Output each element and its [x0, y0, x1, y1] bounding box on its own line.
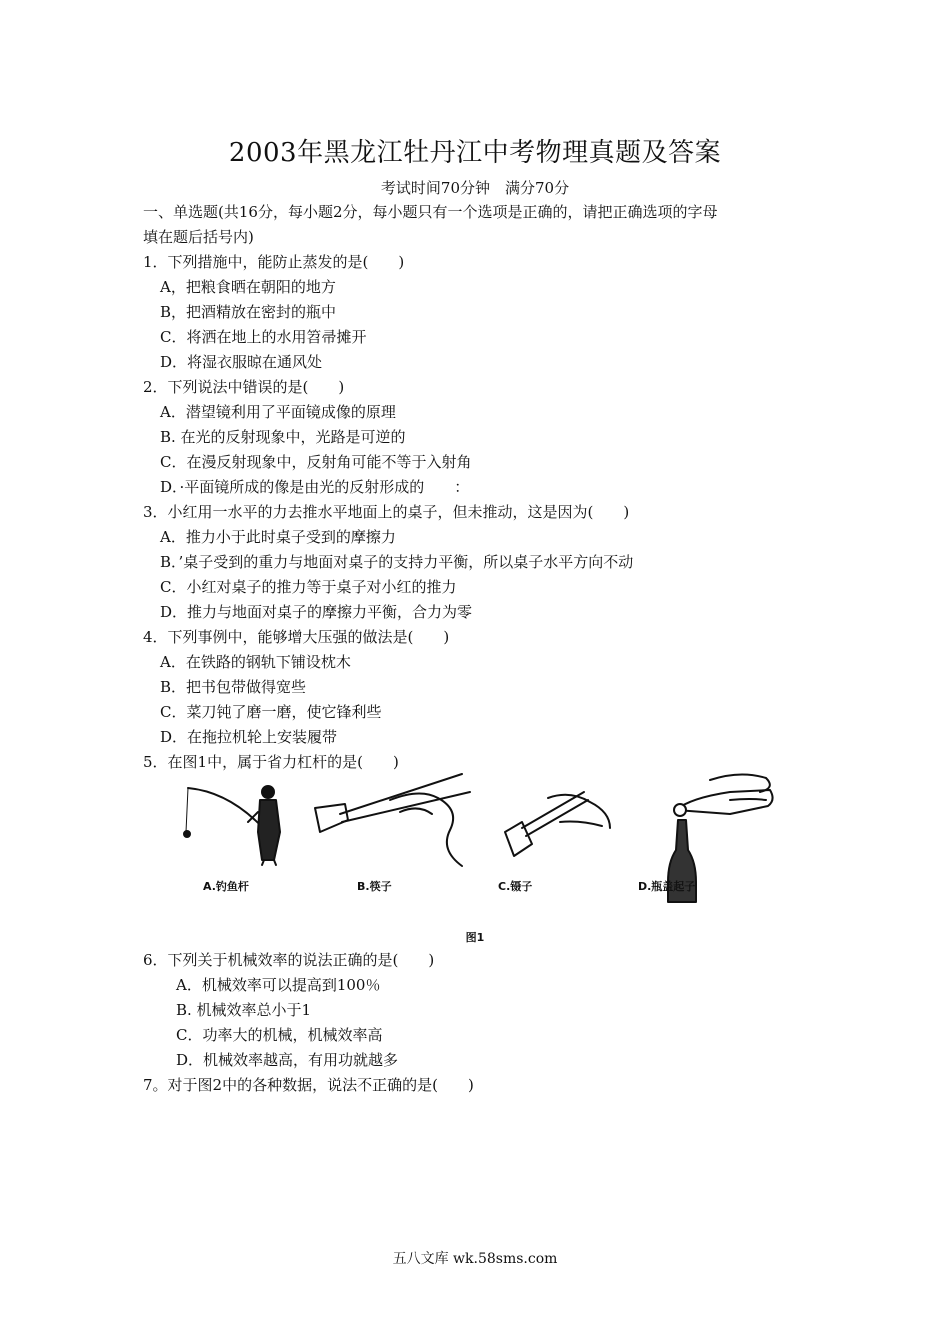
figure-label-d: D.瓶盖起子: [638, 880, 696, 893]
question-6-option-a: A．机械效率可以提高到100％: [176, 976, 381, 994]
question-3-option-c: C．小红对桌子的推力等于桌子对小红的推力: [160, 578, 457, 596]
question-6-option-d: D．机械效率越高，有用功就越多: [176, 1051, 399, 1069]
fishing-rod-illustration: [184, 786, 280, 865]
question-6-option-b: B. 机械效率总小于1: [176, 1001, 312, 1019]
section-heading-line1: 一、单选题(共16分，每小题2分，每小题只有一个选项是正确的，请把正确选项的字母: [143, 203, 718, 221]
question-7-stem: 7。对于图2中的各种数据，说法不正确的是( ): [143, 1076, 474, 1094]
question-2-option-c: C．在漫反射现象中，反射角可能不等于入射角: [160, 453, 472, 471]
question-4-option-c: C．菜刀钝了磨一磨，使它锋利些: [160, 703, 382, 721]
question-4-option-d: D．在拖拉机轮上安装履带: [160, 728, 338, 746]
question-1-option-a: A，把粮食晒在朝阳的地方: [160, 278, 336, 296]
figure-label-a: A.钓鱼杆: [203, 880, 249, 893]
page-title: 2003年黑龙江牡丹江中考物理真题及答案: [228, 138, 722, 168]
chopsticks-illustration: [315, 774, 470, 866]
figure-label-c: C.镊子: [498, 880, 533, 893]
question-2-option-b: B. 在光的反射现象中，光路是可逆的: [160, 428, 406, 446]
question-2-option-d: D．·平面镜所成的像是由光的反射形成的 ：: [160, 478, 470, 496]
question-6-stem: 6．下列关于机械效率的说法正确的是( ): [143, 951, 435, 969]
question-4-stem: 4．下列事例中，能够增大压强的做法是( ): [143, 628, 450, 646]
figure-label-b: B.筷子: [357, 880, 392, 893]
question-3-option-d: D．推力与地面对桌子的摩擦力平衡，合力为零: [160, 603, 473, 621]
question-6-option-c: C．功率大的机械，机械效率高: [176, 1026, 383, 1044]
tweezers-illustration: [505, 792, 610, 856]
footer-watermark: 五八文库 wk.58sms.com: [392, 1251, 558, 1267]
figure-1-levers: [170, 770, 790, 910]
question-2-option-a: A．潜望镜利用了平面镜成像的原理: [160, 403, 396, 421]
exam-info: 考试时间70分钟 满分70分: [380, 179, 570, 197]
figure-1-caption: 图1: [465, 931, 485, 944]
question-4-option-a: A．在铁路的钢轨下铺设枕木: [160, 653, 351, 671]
question-4-option-b: B．把书包带做得宽些: [160, 678, 307, 696]
question-3-option-a: A．推力小于此时桌子受到的摩擦力: [160, 528, 396, 546]
question-1-option-c: C．将洒在地上的水用笤帚摊开: [160, 328, 367, 346]
question-1-stem: 1．下列措施中，能防止蒸发的是( ): [143, 253, 405, 271]
question-3-option-b: B．’桌子受到的重力与地面对桌子的支持力平衡，所以桌子水平方向不动: [160, 553, 634, 571]
question-1-option-d: D．将湿衣服晾在通风处: [160, 353, 323, 371]
question-3-stem: 3．小红用一水平的力去推水平地面上的桌子，但未推动，这是因为( ): [143, 503, 630, 521]
question-1-option-b: B，把酒精放在密封的瓶中: [160, 303, 337, 321]
question-5-stem: 5．在图1中，属于省力杠杆的是( ): [143, 753, 399, 771]
question-2-stem: 2．下列说法中错误的是( ): [143, 378, 345, 396]
section-heading-line2: 填在题后括号内): [143, 228, 254, 246]
